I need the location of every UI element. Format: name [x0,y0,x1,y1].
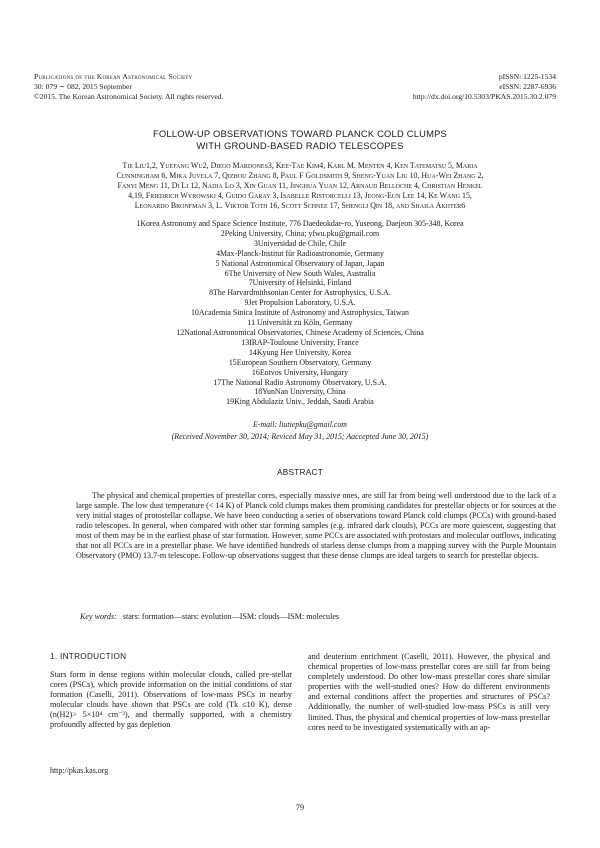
pissn: pISSN: 1225-1534 [498,72,556,81]
intro-left-column: Stars form in dense regions within molecular clouds, called pre-stellar cores (PSCs), which provide information on the initial conditions of star formation (Caselli, 2011). Observations of low-mass PSCs in nearby molecular clouds have shown that PSCs are cold (Tk ≤10 K), dense (n(H2)> 5×10⁴ cm⁻³), and thermally supported, with a chemistry profoundly affected by gas depletion [50,670,292,730]
keywords [80,612,550,622]
title-line-2: WITH GROUND-BASED RADIO TELESCOPES [196,139,404,151]
author-line: Cunningham 6, Mika Juvela 7, Qizhou Zhang 8, Paul F Goldsmith 9, Sheng-Yuan Liu 10, Hua-Wei Zhang 2, [116,170,484,180]
journal-header-right [316,72,556,102]
author-line: Leonardo Bronfman 3, L. Viktor Toth 16, Scott Schnee 17, Shengli Qin 18, and Shaila Akhter6 [134,200,466,210]
author-line: 4,19, Friedrich Wyrowski 4, Guido Garay 3, Isabelle Ristorcelli 13, Jeong-Eun Lee 14, Ke Wang 15, [128,190,472,200]
affiliation: 11 Universität zu Köln, Germany [247,318,353,328]
affiliation: 9Jet Propulsion Laboratory, U.S.A. [244,298,356,308]
affiliation: 14Kyung Hee University, Korea [248,347,352,357]
received-dates: (Received November 30, 2014; Reviced May 31, 2015; Aaccepted June 30, 2015) [171,432,429,441]
volume-line: 30: 079 ∼ 082, 2015 September [34,82,132,91]
affiliation: 12National Astronomical Observatories, Chinese Academy of Sciences, China [176,327,424,337]
journal-url-footnote[interactable]: http://pkas.kas.org [50,766,109,775]
title-line-1: FOLLOW-UP OBSERVATIONS TOWARD PLANCK COLD CLUMPS [152,128,448,139]
copyright-line: ©2015. The Korean Astronomical Society. All rights reserved. [34,92,224,101]
affiliation: 8The Harvardmithsonian Center for Astrophysics, U.S.A. [209,288,391,298]
affiliation: 17The National Radio Astronomy Observatory, U.S.A. [213,377,387,387]
journal-header-left [34,72,334,102]
section-heading-introduction: 1. INTRODUCTION [50,652,127,661]
intro-right-column: and deuterium enrichment (Caselli, 2011). However, the physical and chemical properties of low-mass prestellar cores are still far from being completely understood. Do other low-mass prestellar cores share similar properties with the well-studied ones? How do different environments and external conditions affect the properties and structures of PSCs? Additionally, the number of well-studied low-mass PSCs is still very limited. Thus, the physical and chemical properties of low-mass prestellar cores need to be investigated systematically with an ap- [308,652,550,732]
abstract-heading: ABSTRACT [276,468,324,477]
keywords-text: stars: formation—stars: evolution—ISM: clouds—ISM: molecules [122,612,340,621]
contact-email[interactable]: E-mail: liutiepku@gmail.com [252,420,348,429]
affiliation: 3Universidad de Chile, Chile [253,238,347,248]
affiliation: 10Academia Sinica Institute of Astronomy and Astrophysics, Taiwan [190,308,409,318]
page-number: 79 [295,803,305,812]
author-line: Tie Liu1,2, Yuefang Wu2, Diego Mardones3, Kee-Tae Kim4, Karl M. Menten 4, Ken Tatematsu 5, Maria [122,161,478,170]
journal-name: Publications of the Korean Astronomical Society [34,72,193,81]
affiliation: 15European Southern Observatory, Germany [228,357,372,367]
affiliation: 19King Abdulaziz Univ., Jeddah, Saudi Arabia [226,397,374,407]
affiliation: 2Peking University, China; yfwu.pku@gmail.com [220,228,380,238]
paper-title [40,128,560,151]
affiliation: 4Max-Planck-Institut für Radioastronomie, Germany [216,248,384,258]
affiliation: 16Eotvos University, Hungary [251,367,349,377]
abstract-text: The physical and chemical properties of prestellar cores, especially massive ones, are still far from being well understood due to the lack of a large sample. The low dust temperature (< 14 K) of Planck cold clumps makes them promising candidates for prestellar objects or for sources at the very initial stages of protostellar collapse. We have been conducting a series of observations toward Planck cold clumps (PCCs) with ground-based radio telescopes. In general, when compared with other star forming samples (e.g. infrared dark clouds), PCCs are more quiescent, suggesting that most of them may be in the earliest phase of star formation. However, some PCCs are associated with protostars and molecular outflows, indicating that not all PCCs are in a prestellar phase. We have identified hundreds of starless dense clumps from a mapping survey with the Purple Mountain Observatory (PMO) 13.7-m telescope. Follow-up observations suggest that these dense clumps are ideal targets to search for prestellar objects. [76,491,556,561]
author-list [44,161,556,211]
affiliation-list [44,219,556,407]
eissn: eISSN: 2287-6936 [499,82,556,91]
author-line: Fanyi Meng 11, Di Li 12, Nadia Lo 3, Xin Guan 11, Jinghua Yuan 12, Arnaud Belloche 4, Christian Henkel [117,180,483,190]
affiliation: 13IRAP-Toulouse University, France [241,337,359,347]
affiliation: 5 National Astronomical Observatory of Japan, Japan [215,258,385,268]
affiliation: 18YunNan University, China [254,387,346,397]
keywords-label: Key words: [80,612,117,621]
affiliation: 7University of Helsinki, Finland [248,278,352,288]
affiliation: 6The University of New South Wales, Australia [224,268,376,278]
doi-link[interactable]: http://dx.doi.org/10.5303/PKAS.2015.30.2.079 [412,92,556,101]
affiliation: 1Korea Astronomy and Space Science Institute, 776 Daedeokdae-ro, Yuseong, Daejeon 305-348, Korea [136,219,464,228]
